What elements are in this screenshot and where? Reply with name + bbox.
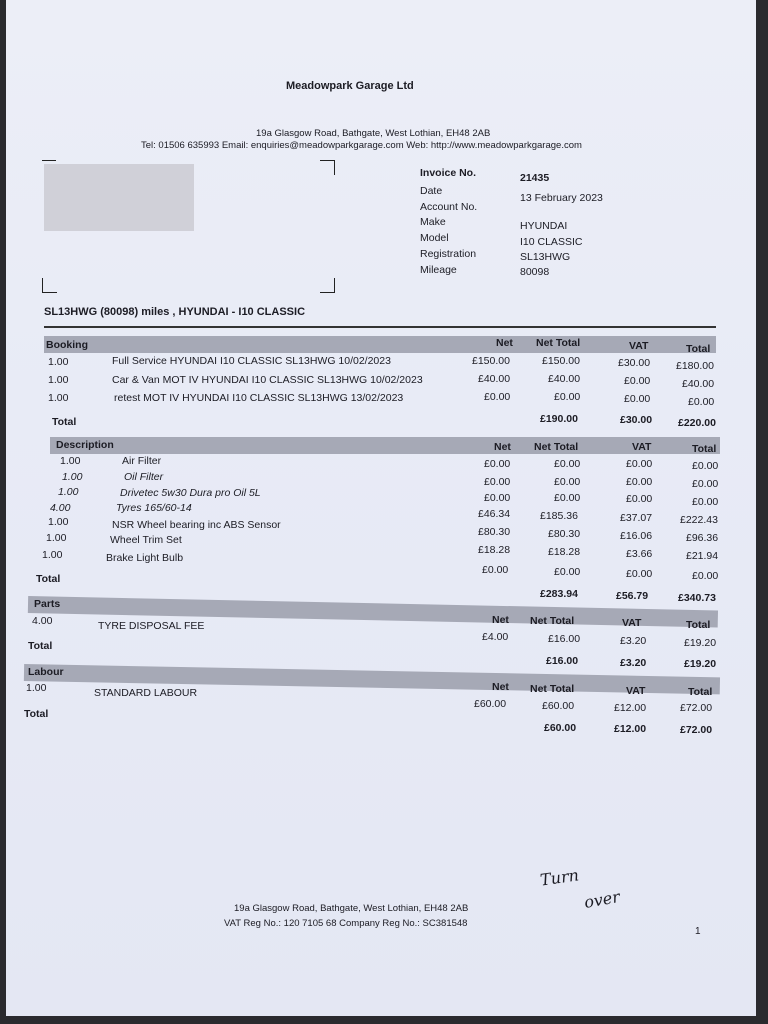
address-window-corner (320, 160, 335, 175)
model-value: I10 CLASSIC (520, 236, 583, 248)
row-description: NSR Wheel bearing inc ABS Sensor (112, 519, 281, 531)
row-net: £0.00 (484, 458, 511, 470)
row-net: £4.00 (482, 631, 509, 643)
registration-value: SL13HWG (520, 251, 571, 263)
account-label: Account No. (420, 201, 478, 213)
row-total: £0.00 (692, 570, 719, 582)
handwritten-note-line1: Turn (538, 865, 581, 890)
parts-col-net-total: Net Total (530, 615, 575, 627)
address-window-corner (42, 278, 57, 293)
parts-total-vat: £3.20 (620, 657, 647, 669)
row-total: £19.20 (684, 637, 717, 649)
mileage-label: Mileage (420, 264, 457, 276)
row-description: TYRE DISPOSAL FEE (98, 620, 205, 632)
booking-total-total: £220.00 (678, 417, 716, 429)
row-net: £0.00 (482, 564, 509, 576)
invoice-no-value: 21435 (520, 172, 550, 184)
row-vat: £0.00 (626, 476, 653, 488)
row-qty: 4.00 (32, 615, 53, 627)
handwritten-note-line2: over (582, 887, 622, 912)
address-window-corner (320, 278, 335, 293)
row-qty: 1.00 (46, 532, 67, 544)
row-net-total: £16.00 (548, 633, 581, 645)
row-qty: 1.00 (42, 549, 63, 561)
row-net-total: £18.28 (548, 546, 581, 558)
description-title: Description (56, 439, 114, 451)
row-qty: 1.00 (58, 486, 79, 498)
row-total: £0.00 (692, 478, 719, 490)
redacted-customer-address (44, 164, 194, 231)
parts-col-net: Net (492, 614, 509, 626)
booking-total-net: £190.00 (540, 413, 578, 425)
registration-label: Registration (420, 248, 477, 260)
row-description: Tyres 165/60-14 (116, 502, 192, 514)
description-col-net: Net (494, 441, 511, 453)
row-net-total: £0.00 (554, 566, 581, 578)
description-header-bar (50, 437, 720, 454)
company-name: Meadowpark Garage Ltd (286, 80, 414, 92)
row-qty: 1.00 (48, 516, 69, 528)
make-label: Make (420, 216, 446, 228)
parts-total-net: £16.00 (546, 655, 579, 667)
row-net: £60.00 (474, 698, 507, 710)
row-description: Oil Filter (124, 471, 164, 483)
row-description: Car & Van MOT IV HYUNDAI I10 CLASSIC SL13HWG 10/02/2023 (112, 374, 423, 386)
labour-total-net: £60.00 (544, 722, 577, 734)
date-label: Date (420, 185, 443, 197)
booking-header-bar (44, 336, 716, 353)
company-address: 19a Glasgow Road, Bathgate, West Lothian, EH48 2AB (256, 128, 491, 139)
row-total: £0.00 (692, 496, 719, 508)
parts-col-total: Total (686, 619, 711, 631)
row-qty: 1.00 (26, 682, 47, 694)
booking-col-total: Total (686, 343, 711, 355)
invoice-no-label: Invoice No. (420, 167, 477, 179)
row-net-total: £185.36 (540, 510, 578, 522)
description-col-vat: VAT (632, 441, 652, 453)
row-net-total: £150.00 (542, 355, 580, 367)
row-qty: 4.00 (50, 502, 71, 514)
row-net-total: £0.00 (554, 458, 581, 470)
date-value: 13 February 2023 (520, 192, 603, 204)
row-total: £40.00 (682, 378, 715, 390)
section-rule (44, 326, 716, 328)
row-vat: £30.00 (618, 357, 651, 369)
booking-col-net: Net (496, 337, 513, 349)
row-total: £0.00 (688, 396, 715, 408)
row-vat: £0.00 (626, 568, 653, 580)
make-value: HYUNDAI (520, 220, 568, 232)
labour-total-total: £72.00 (680, 724, 713, 736)
row-vat: £12.00 (614, 702, 647, 714)
invoice-page (6, 0, 756, 1016)
row-net-total: £0.00 (554, 476, 581, 488)
row-vat: £0.00 (626, 493, 653, 505)
row-net-total: £60.00 (542, 700, 575, 712)
row-total: £21.94 (686, 550, 719, 562)
row-vat: £3.20 (620, 635, 647, 647)
page-number: 1 (695, 926, 701, 937)
row-net-total: £80.30 (548, 528, 581, 540)
footer-address: 19a Glasgow Road, Bathgate, West Lothian, EH48 2AB (234, 903, 469, 914)
parts-total-total: £19.20 (684, 658, 717, 670)
row-description: Air Filter (122, 455, 162, 467)
row-qty: 1.00 (60, 455, 81, 467)
row-qty: 1.00 (48, 392, 69, 404)
row-vat: £0.00 (624, 393, 651, 405)
row-net: £18.28 (478, 544, 511, 556)
labour-col-net: Net (492, 681, 509, 693)
description-total-vat: £56.79 (616, 590, 649, 602)
row-description: Drivetec 5w30 Dura pro Oil 5L (120, 487, 261, 499)
description-total-total: £340.73 (678, 592, 716, 604)
row-vat: £16.06 (620, 530, 653, 542)
model-label: Model (420, 232, 449, 244)
labour-col-net-total: Net Total (530, 683, 575, 695)
labour-col-total: Total (688, 686, 713, 698)
labour-total-label: Total (24, 708, 49, 720)
row-net: £0.00 (484, 391, 511, 403)
mileage-value: 80098 (520, 266, 550, 278)
row-net-total: £40.00 (548, 373, 581, 385)
row-net-total: £0.00 (554, 391, 581, 403)
booking-total-vat: £30.00 (620, 414, 653, 426)
row-vat: £3.66 (626, 548, 653, 560)
row-total: £0.00 (692, 460, 719, 472)
row-net-total: £0.00 (554, 492, 581, 504)
row-net: £80.30 (478, 526, 511, 538)
labour-total-vat: £12.00 (614, 723, 647, 735)
description-total-label: Total (36, 573, 61, 585)
row-vat: £37.07 (620, 512, 653, 524)
labour-col-vat: VAT (626, 685, 646, 697)
company-contact: Tel: 01506 635993 Email: enquiries@meadowparkgarage.com Web: http://www.meadowparkgarage.com (141, 140, 582, 151)
row-net: £0.00 (484, 492, 511, 504)
row-vat: £0.00 (624, 375, 651, 387)
description-total-net: £283.94 (540, 588, 578, 600)
row-description: retest MOT IV HYUNDAI I10 CLASSIC SL13HWG 13/02/2023 (114, 392, 404, 404)
parts-total-label: Total (28, 640, 53, 652)
row-net: £150.00 (472, 355, 510, 367)
parts-title: Parts (34, 598, 61, 610)
row-total: £96.36 (686, 532, 719, 544)
row-description: Brake Light Bulb (106, 552, 184, 564)
booking-col-net-total: Net Total (536, 337, 581, 349)
row-qty: 1.00 (48, 356, 69, 368)
row-net: £46.34 (478, 508, 511, 520)
row-total: £72.00 (680, 702, 713, 714)
vehicle-summary: SL13HWG (80098) miles , HYUNDAI - I10 CLASSIC (44, 306, 306, 318)
row-qty: 1.00 (62, 471, 83, 483)
booking-title: Booking (46, 339, 88, 351)
row-vat: £0.00 (626, 458, 653, 470)
parts-col-vat: VAT (622, 617, 642, 629)
booking-total-label: Total (52, 416, 77, 428)
row-qty: 1.00 (48, 374, 69, 386)
row-total: £180.00 (676, 360, 714, 372)
description-col-net-total: Net Total (534, 441, 579, 453)
booking-col-vat: VAT (629, 340, 649, 352)
row-total: £222.43 (680, 514, 718, 526)
row-description: Wheel Trim Set (110, 534, 182, 546)
labour-title: Labour (28, 666, 64, 678)
description-col-total: Total (692, 443, 717, 455)
footer-registration: VAT Reg No.: 120 7105 68 Company Reg No.: SC381548 (224, 918, 468, 929)
row-net: £40.00 (478, 373, 511, 385)
row-description: STANDARD LABOUR (94, 687, 198, 699)
row-net: £0.00 (484, 476, 511, 488)
row-description: Full Service HYUNDAI I10 CLASSIC SL13HWG 10/02/2023 (112, 355, 391, 367)
